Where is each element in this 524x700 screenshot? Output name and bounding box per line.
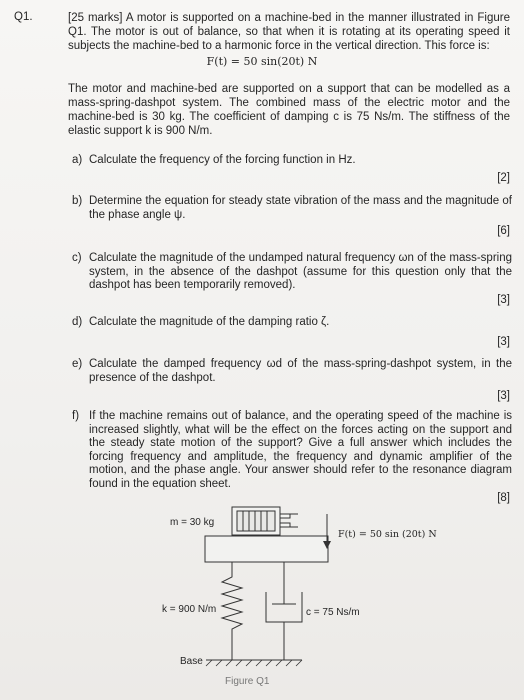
part-c-text: Calculate the magnitude of the undamped natural frequency ωn of the mass-spring system, in the absence of the dashpot (assume for this question only that the dashpot has been temporarily removed). [89,252,512,291]
part-b-label: b) [72,195,83,207]
part-e-marks: [3] [497,390,510,402]
motor-fins [237,511,275,531]
part-d-marks: [3] [497,336,510,348]
base-label: Base [180,656,203,667]
mass-label: m = 30 kg [170,517,215,528]
base-hatching [206,660,302,666]
question-number: Q1. [14,11,33,23]
part-a-label: a) [72,154,83,166]
figure-caption: Figure Q1 [225,676,270,687]
machine-bed [205,536,328,562]
damper-label: c = 75 Ns/m [306,607,360,618]
motor-shaft [280,514,298,527]
part-f-label: f) [72,410,80,422]
part-d-label: d) [72,316,83,328]
force-label: F(t) = 50 sin (20t) N [338,529,437,540]
part-d-text: Calculate the magnitude of the damping ratio ζ. [89,316,330,328]
spring [222,562,242,660]
spring-label: k = 900 N/m [162,604,217,615]
part-e-label: e) [72,358,83,370]
part-b-text: Determine the equation for steady state vibration of the mass and the magnitude of the phase angle ψ. [89,195,512,221]
dashpot [266,562,302,660]
part-c-label: c) [72,252,82,264]
question-description: The motor and machine-bed are supported on a support that can be modelled as a mass-spring-dashpot system. The combined mass of the electric motor and the machine-bed is 30 kg. The coefficient of damping c is 75 Ns/m. The stiffness of the elastic support k is 900 N/m. [68,83,510,137]
part-f-text: If the machine remains out of balance, and the operating speed of the machine is increased slightly, what will be the effect on the forces acting on the support and the steady state motion of the support? Give a full answer which includes the forcing frequency and amplitude, the frequency and dynamic amplifier of the motion, and the phase angle. Your answer should refer to the resonance diagram found in the equation sheet. [89,410,512,490]
force-equation: F(t) = 50 sin(20t) N [206,55,318,68]
part-c-marks: [3] [497,294,510,306]
part-a-marks: [2] [497,172,510,184]
part-e-text: Calculate the damped frequency ωd of the mass-spring-dashpot system, in the presence of the dashpot. [89,358,512,384]
question-intro: [25 marks] A motor is supported on a machine-bed in the manner illustrated in Figure Q1. The motor is out of balance, so that when it is rotating at its operating speed it subjects the machine-bed to a harmonic force in the vertical direction. This force is: [68,12,510,52]
part-f-marks: [8] [497,492,510,504]
part-a-text: Calculate the frequency of the forcing function in Hz. [89,154,356,166]
part-b-marks: [6] [497,225,510,237]
